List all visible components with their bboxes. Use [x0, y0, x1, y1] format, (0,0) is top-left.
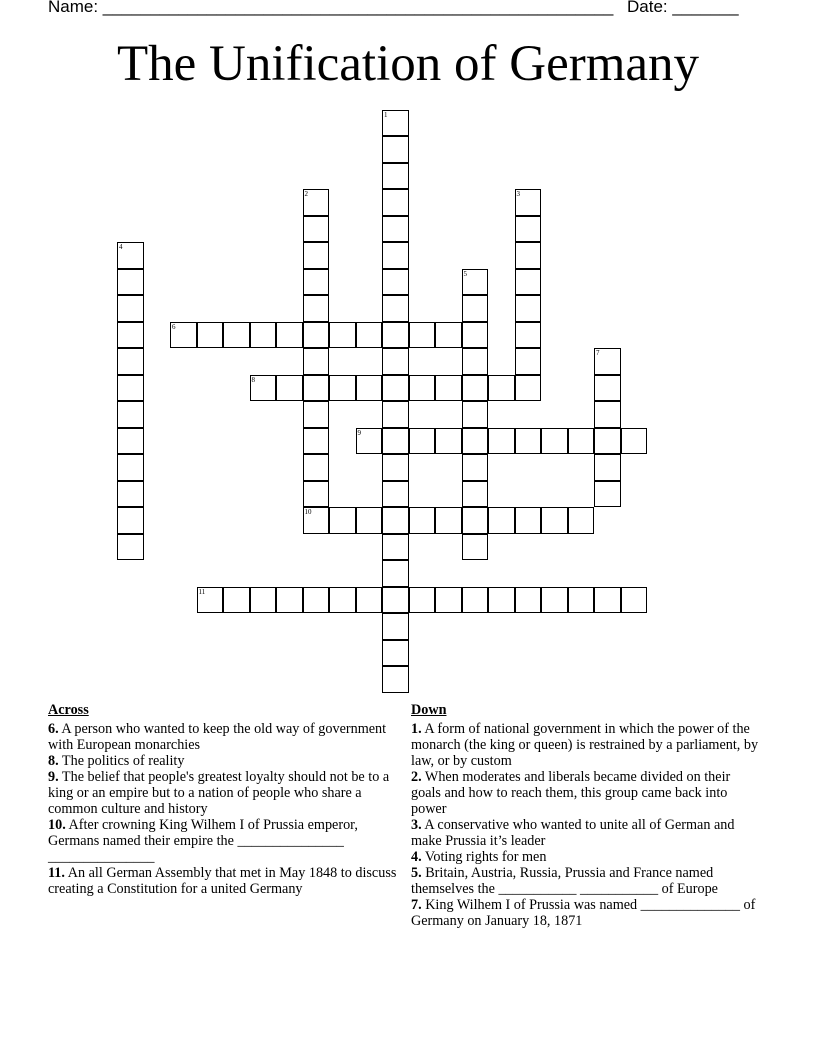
clue-text: A person who wanted to keep the old way of government with European monarchies — [48, 721, 387, 753]
page-title: The Unification of Germany — [116, 36, 700, 92]
grid-cell[interactable] — [382, 560, 409, 587]
clue-down-4 — [411, 849, 763, 865]
grid-cell[interactable] — [117, 534, 144, 561]
grid-cell[interactable] — [250, 322, 277, 349]
grid-cell[interactable] — [594, 375, 621, 402]
grid-cell[interactable] — [409, 322, 436, 349]
grid-cell[interactable] — [117, 481, 144, 508]
grid-cell[interactable] — [382, 295, 409, 322]
clue-down-2 — [411, 769, 763, 817]
grid-cell[interactable] — [462, 269, 489, 296]
grid-cell[interactable] — [621, 587, 648, 614]
grid-cell[interactable] — [276, 375, 303, 402]
clue-across-11 — [48, 865, 400, 897]
grid-cell[interactable] — [197, 322, 224, 349]
grid-cell[interactable] — [117, 269, 144, 296]
grid-cell[interactable] — [250, 375, 277, 402]
grid-cell[interactable] — [250, 587, 277, 614]
grid-cell[interactable] — [515, 587, 542, 614]
grid-cell[interactable] — [462, 587, 489, 614]
grid-cell[interactable] — [303, 454, 330, 481]
clue-number: 9. — [48, 769, 59, 785]
grid-cell[interactable] — [382, 242, 409, 269]
grid-cell[interactable] — [462, 428, 489, 455]
clue-across-10 — [48, 817, 400, 865]
grid-cell[interactable] — [276, 322, 303, 349]
clue-number: 2. — [411, 769, 422, 785]
grid-cell[interactable] — [515, 428, 542, 455]
grid-cell[interactable] — [382, 454, 409, 481]
grid-cell[interactable] — [568, 507, 595, 534]
clue-number: 1. — [411, 721, 422, 737]
grid-cell[interactable] — [382, 136, 409, 163]
clue-number-label: 1 — [384, 110, 388, 119]
clue-number: 10. — [48, 817, 66, 833]
clue-text: The politics of reality — [58, 753, 185, 769]
grid-cell[interactable] — [382, 189, 409, 216]
grid-cell[interactable] — [356, 322, 383, 349]
grid-cell[interactable] — [435, 375, 462, 402]
grid-cell[interactable] — [382, 428, 409, 455]
grid-cell[interactable] — [117, 375, 144, 402]
grid-cell[interactable] — [409, 507, 436, 534]
grid-cell[interactable] — [594, 428, 621, 455]
grid-cell[interactable] — [303, 216, 330, 243]
grid-cell[interactable] — [382, 322, 409, 349]
grid-cell[interactable] — [303, 401, 330, 428]
grid-cell[interactable] — [515, 242, 542, 269]
clue-across-9 — [48, 769, 400, 817]
clue-text: A form of national government in which the power of the monarch (the king or queen) is restrained by a parliament, by law, or by custom — [411, 721, 759, 769]
clue-number: 5. — [411, 865, 422, 881]
grid-cell[interactable] — [117, 348, 144, 375]
grid-cell[interactable] — [409, 428, 436, 455]
grid-cell[interactable] — [117, 322, 144, 349]
grid-cell[interactable] — [488, 507, 515, 534]
grid-cell[interactable] — [382, 481, 409, 508]
grid-cell[interactable] — [462, 454, 489, 481]
clue-number-label: 11 — [198, 587, 206, 596]
grid-cell[interactable] — [568, 428, 595, 455]
grid-cell[interactable] — [382, 348, 409, 375]
grid-cell[interactable] — [303, 242, 330, 269]
clue-number-label: 9 — [357, 428, 361, 437]
across-heading: Across — [48, 702, 89, 718]
grid-cell[interactable] — [594, 401, 621, 428]
clue-text: King Wilhem I of Prussia was named ______________ of Germany on January 18, 1871 — [411, 897, 756, 929]
grid-cell[interactable] — [303, 322, 330, 349]
grid-cell[interactable] — [515, 216, 542, 243]
grid-cell[interactable] — [515, 507, 542, 534]
grid-cell[interactable] — [621, 428, 648, 455]
grid-cell[interactable] — [488, 587, 515, 614]
grid-cell[interactable] — [541, 587, 568, 614]
grid-cell[interactable] — [117, 401, 144, 428]
grid-cell[interactable] — [409, 375, 436, 402]
grid-cell[interactable] — [515, 322, 542, 349]
across-clues — [48, 702, 400, 897]
grid-cell[interactable] — [117, 295, 144, 322]
clue-down-7 — [411, 897, 763, 929]
grid-cell[interactable] — [515, 295, 542, 322]
clue-number-label: 5 — [463, 269, 467, 278]
clue-number: 8. — [48, 753, 59, 769]
grid-cell[interactable] — [303, 481, 330, 508]
clue-number: 11. — [48, 865, 65, 881]
grid-cell[interactable] — [488, 428, 515, 455]
clue-number-label: 2 — [304, 190, 308, 198]
grid-cell[interactable] — [515, 375, 542, 402]
grid-cell[interactable] — [303, 507, 330, 534]
grid-cell[interactable] — [462, 322, 489, 349]
grid-cell[interactable] — [462, 534, 489, 561]
clue-number: 4. — [411, 849, 422, 865]
clue-number-label: 7 — [596, 349, 600, 357]
grid-cell[interactable] — [462, 401, 489, 428]
grid-cell[interactable] — [329, 587, 356, 614]
grid-cell[interactable] — [568, 587, 595, 614]
grid-cell[interactable] — [303, 269, 330, 296]
clue-down-5 — [411, 865, 763, 897]
clue-across-6 — [48, 721, 400, 753]
grid-cell[interactable] — [541, 507, 568, 534]
grid-cell[interactable] — [594, 481, 621, 508]
grid-cell[interactable] — [303, 189, 330, 216]
grid-cell[interactable] — [382, 507, 409, 534]
grid-cell[interactable] — [356, 587, 383, 614]
grid-cell[interactable] — [117, 428, 144, 455]
clue-down-1 — [411, 721, 763, 769]
clue-text: When moderates and liberals became divided on their goals and how to reach them, this group came back into power — [411, 769, 731, 817]
grid-cell[interactable] — [488, 375, 515, 402]
grid-cell[interactable] — [223, 322, 250, 349]
down-clues — [411, 702, 763, 929]
grid-cell[interactable] — [303, 375, 330, 402]
grid-cell[interactable] — [329, 507, 356, 534]
grid-cell[interactable] — [462, 481, 489, 508]
grid-cell[interactable] — [515, 189, 542, 216]
grid-cell[interactable] — [594, 454, 621, 481]
date-field: Date: _______ — [627, 0, 739, 16]
grid-cell[interactable] — [382, 110, 409, 137]
clue-number: 6. — [48, 721, 59, 737]
grid-cell[interactable] — [515, 348, 542, 375]
grid-cell[interactable] — [329, 322, 356, 349]
grid-cell[interactable] — [170, 322, 197, 349]
clue-number-label: 6 — [172, 322, 176, 331]
clue-number-label: 3 — [516, 190, 520, 198]
grid-cell[interactable] — [382, 216, 409, 243]
down-heading: Down — [411, 702, 447, 718]
grid-cell[interactable] — [382, 269, 409, 296]
grid-cell[interactable] — [303, 587, 330, 614]
grid-cell[interactable] — [117, 242, 144, 269]
grid-cell[interactable] — [462, 507, 489, 534]
grid-cell[interactable] — [382, 401, 409, 428]
grid-cell[interactable] — [435, 507, 462, 534]
clue-text: An all German Assembly that met in May 1848 to discuss creating a Constitution for a united Germany — [48, 865, 397, 897]
grid-cell[interactable] — [462, 295, 489, 322]
grid-cell[interactable] — [117, 454, 144, 481]
grid-cell[interactable] — [435, 322, 462, 349]
clue-number-label: 4 — [119, 243, 123, 251]
grid-cell[interactable] — [276, 587, 303, 614]
grid-cell[interactable] — [303, 428, 330, 455]
grid-cell[interactable] — [356, 375, 383, 402]
grid-cell[interactable] — [541, 428, 568, 455]
grid-cell[interactable] — [462, 348, 489, 375]
grid-cell[interactable] — [594, 587, 621, 614]
clue-number: 7. — [411, 897, 422, 913]
clue-text: After crowning King Wilhem I of Prussia emperor, Germans named their empire the _______________ _______________ — [48, 817, 358, 865]
grid-cell[interactable] — [382, 163, 409, 190]
clue-number-label: 8 — [251, 375, 255, 384]
clue-text: A conservative who wanted to unite all of German and make Prussia it’s leader — [411, 817, 735, 849]
clue-text: Britain, Austria, Russia, Prussia and France named themselves the ___________ ___________ of Europe — [411, 865, 718, 897]
grid-cell[interactable] — [594, 348, 621, 375]
grid-cell[interactable] — [435, 587, 462, 614]
grid-cell[interactable] — [356, 428, 383, 455]
grid-cell[interactable] — [356, 507, 383, 534]
clue-across-8 — [48, 753, 400, 769]
clue-text: The belief that people's greatest loyalty should not be to a king or an empire but to a nation of people who share a common culture and history — [48, 769, 390, 817]
clue-number-label: 10 — [304, 508, 312, 516]
grid-cell[interactable] — [117, 507, 144, 534]
grid-cell[interactable] — [462, 375, 489, 402]
grid-cell[interactable] — [303, 348, 330, 375]
grid-cell[interactable] — [329, 375, 356, 402]
grid-cell[interactable] — [382, 613, 409, 640]
grid-cell[interactable] — [382, 375, 409, 402]
name-field: Name: ______________________________________________________ — [48, 0, 614, 16]
grid-cell[interactable] — [515, 269, 542, 296]
grid-cell[interactable] — [382, 534, 409, 561]
grid-cell[interactable] — [382, 640, 409, 667]
grid-cell[interactable] — [409, 587, 436, 614]
grid-cell[interactable] — [382, 587, 409, 614]
clue-text: Voting rights for men — [421, 849, 547, 865]
clue-down-3 — [411, 817, 763, 849]
clue-number: 3. — [411, 817, 422, 833]
grid-cell[interactable] — [382, 666, 409, 693]
grid-cell[interactable] — [303, 295, 330, 322]
grid-cell[interactable] — [197, 587, 224, 614]
grid-cell[interactable] — [223, 587, 250, 614]
grid-cell[interactable] — [435, 428, 462, 455]
